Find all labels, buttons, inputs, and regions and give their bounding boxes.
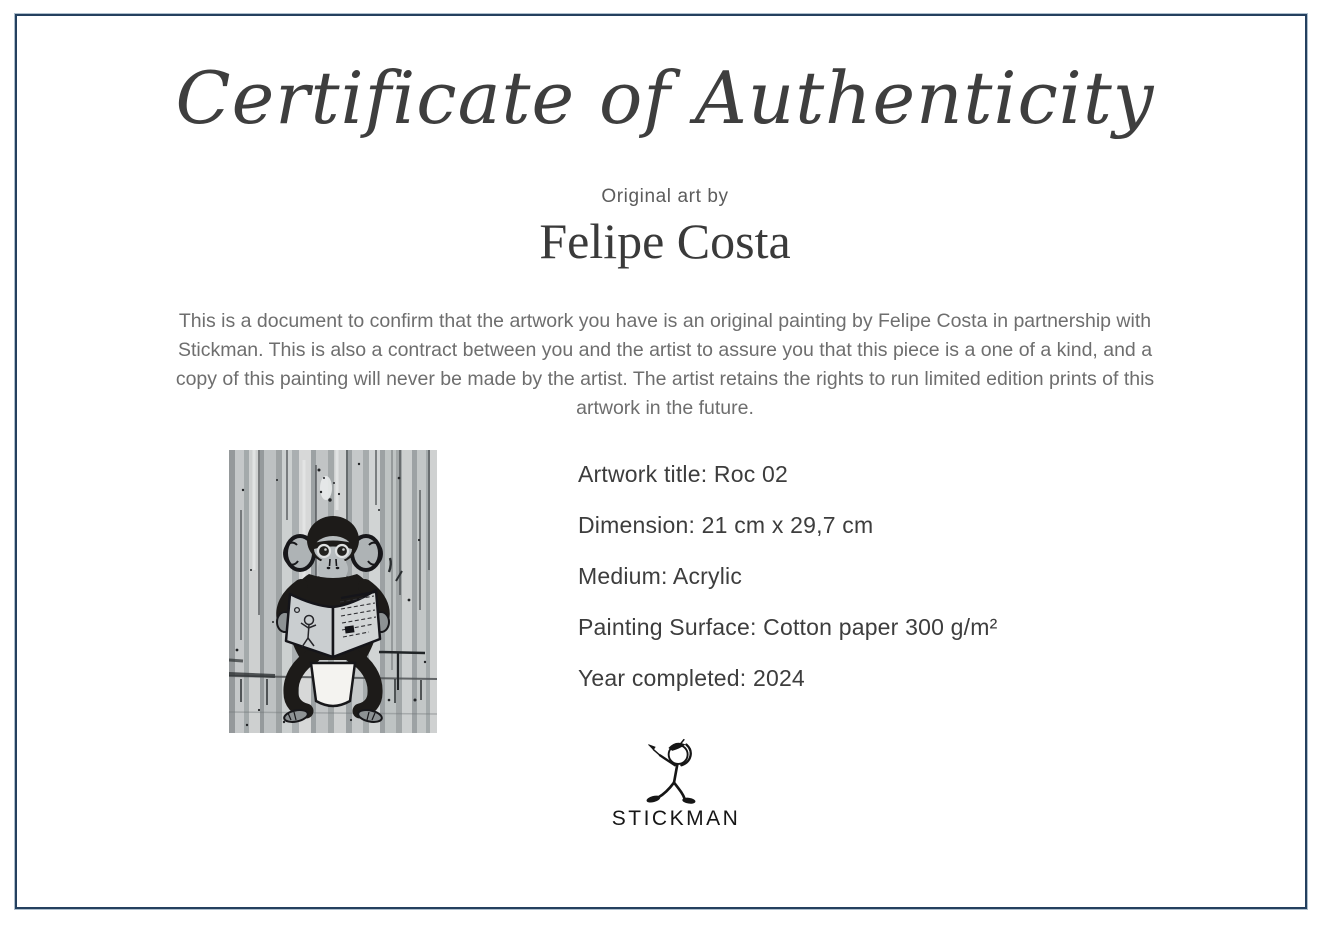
- stickman-brand-text: STICKMAN: [611, 807, 741, 830]
- statement-line-2: Stickman. This is also a contract between you and the artist to assure you that this piece is a one of a kind, and a: [177, 339, 1153, 361]
- statement-line-1: This is a document to confirm that the artwork you have is an original painting by Felipe Costa in partnership with: [178, 310, 1152, 332]
- artwork-details-list: [578, 462, 998, 690]
- certificate-title: Certificate of Authenticity: [175, 56, 1155, 140]
- artwork-year-line: Year completed: 2024: [578, 665, 805, 691]
- artwork-image: [229, 450, 437, 733]
- artist-name: Felipe Costa: [539, 213, 791, 269]
- artwork-medium-line: Medium: Acrylic: [578, 563, 743, 589]
- certificate-subtitle: Original art by: [601, 186, 729, 207]
- artwork-dimension-line: Dimension: 21 cm x 29,7 cm: [578, 512, 874, 538]
- stickman-logo: [578, 736, 774, 862]
- statement-line-3: copy of this painting will never be made by the artist. The artist retains the rights to run limited edition prints of this: [175, 368, 1155, 390]
- artwork-surface-line: Painting Surface: Cotton paper 300 g/m²: [578, 614, 998, 640]
- artwork-title-line: Artwork title: Roc 02: [578, 461, 788, 487]
- authenticity-statement: [65, 307, 1265, 423]
- statement-line-4: artwork in the future.: [576, 397, 754, 419]
- stickman-figure-icon: [634, 738, 719, 804]
- monkey-painting-illustration: [229, 450, 437, 733]
